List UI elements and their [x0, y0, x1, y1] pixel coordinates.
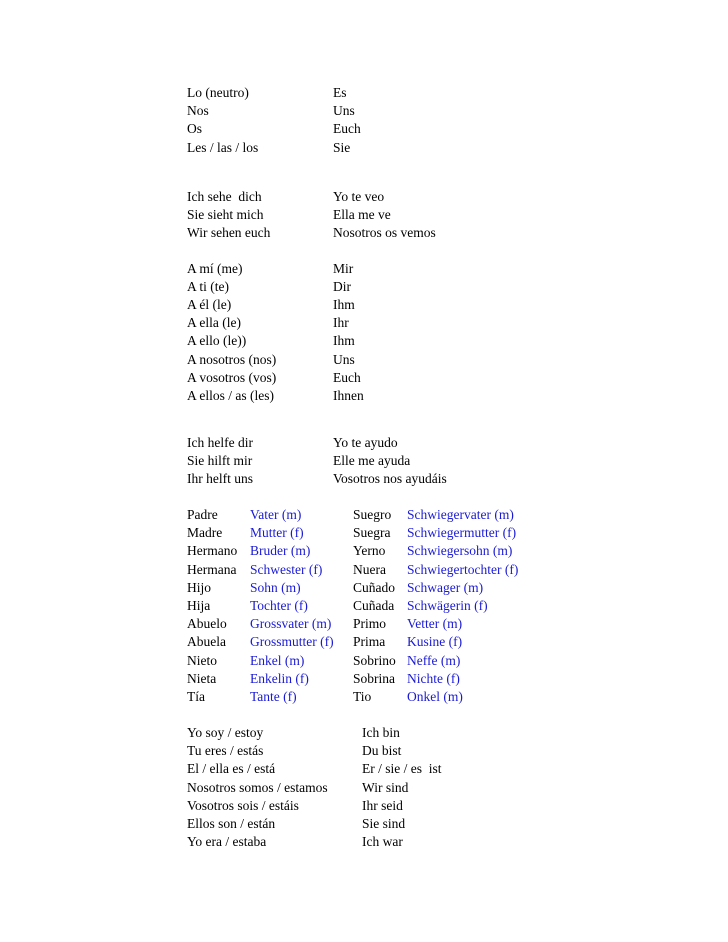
verb-row	[187, 833, 707, 851]
family-row-col-2: Tante (f)	[250, 689, 297, 704]
verb-row	[187, 742, 707, 760]
verb-row-col-2: Ihr seid	[362, 797, 403, 813]
example-row	[187, 206, 707, 224]
family-row-col-3: Cuñado	[353, 579, 395, 595]
family-row	[187, 615, 707, 633]
verb-row-col-1: Tu eres / estás	[187, 743, 264, 759]
example-row-col-2: Ella me ve	[333, 207, 391, 223]
family-row-col-3: Prima	[353, 634, 386, 650]
family-row-col-3: Cuñada	[353, 598, 395, 613]
family-row-col-3: Sobrino	[353, 652, 396, 668]
family-row	[187, 597, 707, 615]
family-row-col-1: Tía	[187, 689, 205, 704]
dative-row	[187, 332, 707, 350]
dative-row-col-1: A nosotros (nos)	[187, 351, 277, 367]
family-row-col-1: Nieto	[187, 652, 217, 668]
family-row-col-1: Nieta	[187, 670, 217, 686]
pronoun-row-col-1: Les / las / los	[187, 139, 259, 155]
verb-row	[187, 815, 707, 833]
help-row-col-2: Elle me ayuda	[333, 453, 411, 469]
example-row	[187, 188, 707, 206]
family-row-col-1: Padre	[187, 507, 218, 522]
dative-row-col-2: Ihr	[333, 315, 349, 331]
family-row-col-4: Vetter (m)	[407, 616, 463, 632]
verb-row	[187, 779, 707, 797]
family-row-col-2: Tochter (f)	[250, 598, 308, 613]
family-row-col-3: Nuera	[353, 561, 386, 577]
verb-row-col-1: Nosotros somos / estamos	[187, 779, 328, 795]
dative-row-col-2: Ihm	[333, 297, 355, 313]
family-row-col-4: Schwiegersohn (m)	[407, 543, 513, 559]
dative-row-col-2: Mir	[333, 261, 354, 276]
dative-row-col-1: A ellos / as (les)	[187, 387, 274, 403]
family-row-col-2: Schwester (f)	[250, 561, 323, 577]
pronoun-row	[187, 84, 707, 102]
family-row-col-1: Abuelo	[187, 616, 227, 632]
pronoun-row-col-2: Sie	[333, 139, 351, 155]
pronoun-row	[187, 139, 707, 157]
verb-row-col-2: Er / sie / es ist	[362, 761, 442, 777]
family-row-col-3: Sobrina	[353, 670, 395, 686]
verb-row-col-1: Yo soy / estoy	[187, 725, 264, 740]
example-row-col-2: Yo te veo	[333, 189, 385, 204]
dative-row	[187, 351, 707, 369]
family-row-col-3: Primo	[353, 616, 387, 632]
dative-row-col-2: Ihm	[333, 333, 355, 349]
dative-row-col-1: A vosotros (vos)	[187, 369, 277, 385]
dative-row	[187, 296, 707, 314]
family-row-col-2: Enkel (m)	[250, 652, 305, 668]
dative-row	[187, 260, 707, 278]
dative-row-col-1: A ella (le)	[187, 315, 241, 331]
verb-row-col-1: El / ella es / está	[187, 761, 276, 777]
verb-row-col-1: Vosotros sois / estáis	[187, 797, 299, 813]
dative-row	[187, 278, 707, 296]
family-row-col-4: Schwiegervater (m)	[407, 507, 514, 522]
verb-row	[187, 724, 707, 742]
family-row-col-4: Schwägerin (f)	[407, 598, 488, 613]
verb-row-col-2: Ich bin	[362, 725, 400, 740]
family-row-col-2: Grossmutter (f)	[250, 634, 334, 650]
verb-row-col-2: Du bist	[362, 743, 402, 759]
dative-row-col-1: A él (le)	[187, 297, 232, 313]
help-row	[187, 452, 707, 470]
help-row-col-1: Sie hilft mir	[187, 453, 253, 469]
dative-row-col-1: A ello (le))	[187, 333, 247, 349]
family-row-col-2: Enkelin (f)	[250, 670, 309, 686]
pronoun-row-col-2: Es	[333, 85, 347, 100]
verb-row-col-2: Ich war	[362, 834, 403, 850]
dative-row-col-2: Dir	[333, 279, 351, 295]
family-row	[187, 542, 707, 560]
pronoun-row-col-1: Nos	[187, 103, 209, 119]
family-row-col-4: Neffe (m)	[407, 652, 461, 668]
pronoun-row-col-1: Lo (neutro)	[187, 85, 249, 100]
family-row-col-2: Grossvater (m)	[250, 616, 332, 632]
pronoun-row	[187, 102, 707, 120]
family-row-col-4: Kusine (f)	[407, 634, 463, 650]
help-row-col-2: Vosotros nos ayudáis	[333, 471, 447, 487]
example-row-col-1: Sie sieht mich	[187, 207, 264, 223]
verb-row-col-1: Yo era / estaba	[187, 834, 267, 850]
family-row-col-2: Bruder (m)	[250, 543, 311, 559]
help-row-col-1: Ihr helft uns	[187, 471, 253, 487]
family-row	[187, 670, 707, 688]
family-row	[187, 524, 707, 542]
dative-row-col-1: A mí (me)	[187, 261, 243, 276]
verb-row	[187, 797, 707, 815]
dative-row-col-2: Uns	[333, 351, 355, 367]
pronoun-row-col-2: Uns	[333, 103, 355, 119]
verb-row-col-2: Sie sind	[362, 816, 406, 831]
dative-row	[187, 314, 707, 332]
family-row	[187, 561, 707, 579]
dative-row-col-2: Euch	[333, 369, 361, 385]
pronoun-row-col-2: Euch	[333, 121, 361, 137]
help-row	[187, 434, 707, 452]
family-row-col-1: Hermana	[187, 561, 237, 577]
family-row	[187, 633, 707, 651]
pronoun-row	[187, 120, 707, 138]
family-row-col-4: Onkel (m)	[407, 689, 463, 704]
family-row-col-3: Yerno	[353, 543, 386, 559]
family-row-col-1: Hija	[187, 598, 211, 613]
pronoun-row-col-1: Os	[187, 121, 203, 137]
family-row-col-1: Hijo	[187, 579, 212, 595]
family-row-col-2: Vater (m)	[250, 507, 302, 522]
family-row-col-4: Schwiegermutter (f)	[407, 525, 517, 541]
help-row-col-1: Ich helfe dir	[187, 435, 253, 450]
family-row-col-4: Schwiegertochter (f)	[407, 561, 519, 577]
dative-row-col-1: A ti (te)	[187, 279, 229, 295]
example-row-col-1: Ich sehe dich	[187, 189, 262, 204]
verb-row-col-2: Wir sind	[362, 779, 409, 795]
family-row-col-4: Nichte (f)	[407, 670, 460, 686]
family-row-col-3: Tio	[353, 689, 372, 704]
family-row	[187, 688, 707, 706]
verb-row-col-1: Ellos son / están	[187, 816, 276, 831]
example-row-col-1: Wir sehen euch	[187, 225, 271, 241]
family-row	[187, 652, 707, 670]
family-row-col-1: Hermano	[187, 543, 238, 559]
family-row-col-3: Suegro	[353, 507, 392, 522]
family-row	[187, 579, 707, 597]
example-row-col-2: Nosotros os vemos	[333, 225, 436, 241]
help-row	[187, 470, 707, 488]
family-row-col-2: Mutter (f)	[250, 525, 304, 541]
dative-row	[187, 387, 707, 405]
family-row	[187, 506, 707, 524]
help-row-col-2: Yo te ayudo	[333, 435, 398, 450]
dative-row-col-2: Ihnen	[333, 387, 364, 403]
dative-row	[187, 369, 707, 387]
verb-row	[187, 760, 707, 778]
family-row-col-2: Sohn (m)	[250, 579, 301, 595]
family-row-col-1: Abuela	[187, 634, 226, 650]
family-row-col-4: Schwager (m)	[407, 579, 484, 595]
family-row-col-1: Madre	[187, 525, 223, 541]
family-row-col-3: Suegra	[353, 525, 391, 541]
example-row	[187, 224, 707, 242]
